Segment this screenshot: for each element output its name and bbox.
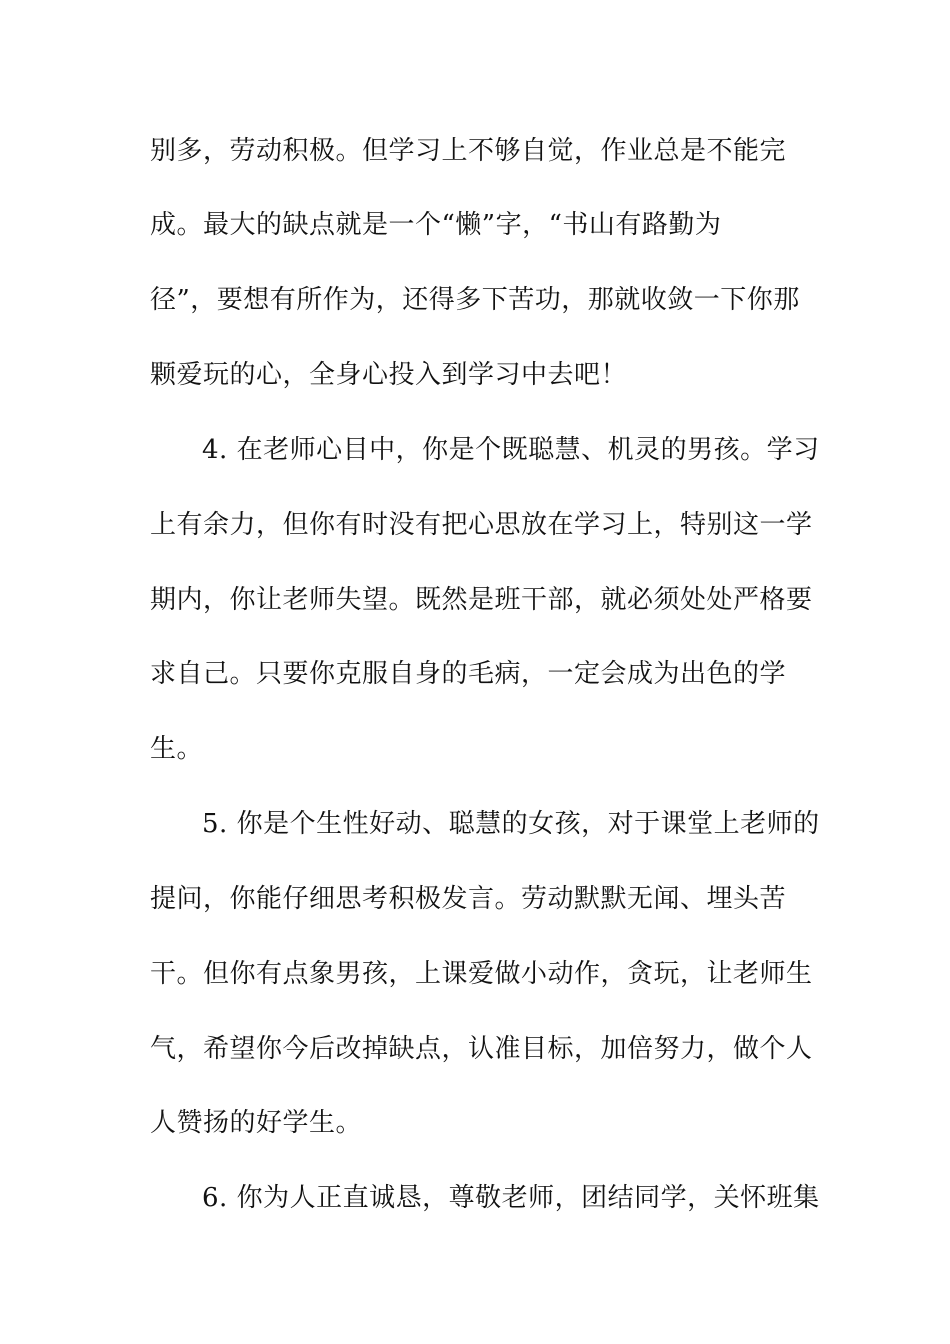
text-line: 上有余力，但你有时没有把心思放在学习上，特别这一学 — [150, 510, 813, 540]
text-line: 干。但你有点象男孩，上课爱做小动作，贪玩，让老师生 — [150, 959, 813, 989]
text-line: 颗爱玩的心，全身心投入到学习中去吧！ — [150, 360, 628, 390]
text-line: 成。最大的缺点就是一个“懒”字，“书山有路勤为 — [150, 210, 722, 240]
text-line: 径”，要想有所作为，还得多下苦功，那就收敛一下你那 — [150, 285, 800, 315]
paragraph-4-first-line: 4. 在老师心目中，你是个既聪慧、机灵的男孩。学习 — [202, 435, 820, 465]
text-line: 期内，你让老师失望。既然是班干部，就必须处处严格要 — [150, 585, 813, 615]
text-line: 人赞扬的好学生。 — [150, 1108, 363, 1138]
text-line: 求自己。只要你克服自身的毛病，一定会成为出色的学 — [150, 659, 787, 689]
paragraph-5-first-line: 5. 你是个生性好动、聪慧的女孩，对于课堂上老师的 — [202, 809, 820, 839]
paragraph-6-first-line: 6. 你为人正直诚恳，尊敬老师，团结同学，关怀班集 — [202, 1183, 820, 1213]
text-line: 生。 — [150, 734, 204, 764]
text-line: 气，希望你今后改掉缺点，认准目标，加倍努力，做个人 — [150, 1034, 813, 1064]
text-line: 提问，你能仔细思考积极发言。劳动默默无闻、埋头苦 — [150, 884, 787, 914]
text-line: 别多，劳动积极。但学习上不够自觉，作业总是不能完 — [150, 136, 787, 166]
